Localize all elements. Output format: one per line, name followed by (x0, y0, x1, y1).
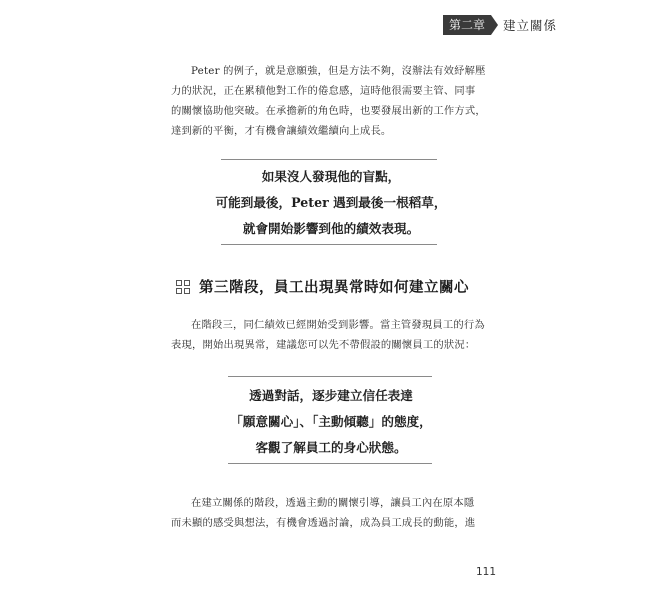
paragraph-line: Peter 的例子，就是意願強，但是方法不夠，沒辦法有效紓解壓 (191, 65, 486, 77)
paragraph-line: 力的狀況，正在累積他對工作的倦怠感，這時他很需要主管、同事 (171, 85, 476, 97)
quote-line-text: 「願意關心」、「主動傾聽」的態度， (230, 414, 432, 429)
quote-line-text: 就會開始影響到他的績效表現。 (242, 221, 420, 236)
quote-line-text: 客觀了解員工的身心狀態。 (255, 440, 407, 455)
paragraph-line: 表現，開始出現異常，建議您可以先不帶假設的關懷員工的狀況： (171, 339, 476, 351)
section-title: 第三階段，員工出現異常時如何建立關心 (199, 280, 469, 296)
paragraph-line: 達到新的平衡，才有機會讓績效繼續向上成長。 (171, 125, 392, 137)
pull-quote-1 (171, 164, 491, 242)
body-paragraph-2 (171, 315, 491, 355)
quote-divider-top (221, 159, 437, 160)
chapter-header (443, 15, 557, 35)
quote-line-text: 透過對話，逐步建立信任表達 (249, 388, 413, 403)
quote-line-text: 如果沒人發現他的盲點， (261, 169, 401, 184)
pull-quote-2 (171, 383, 491, 461)
paragraph-line: 在階段三，同仁績效已經開始受到影響。當主管發現員工的行為 (191, 319, 485, 331)
section-heading (176, 276, 469, 297)
chapter-badge: 第二章 (443, 15, 491, 35)
quote-divider-top (228, 376, 432, 377)
paragraph-line: 在建立關係的階段，透過主動的關懷引導，讓員工內在原本隱 (191, 497, 475, 509)
body-paragraph-1 (171, 61, 491, 141)
quote-divider-bottom (221, 244, 437, 245)
quote-line-text: 可能到最後，Peter 遇到最後一根稻草， (215, 195, 447, 210)
page-number: 111 (476, 566, 497, 578)
body-paragraph-3 (171, 493, 491, 533)
paragraph-line: 而未顯的感受與想法，有機會透過討論，成為員工成長的動能，進 (171, 517, 476, 529)
chapter-title: 建立關係 (503, 18, 558, 33)
paragraph-line: 的關懷協助他突破。在承擔新的角色時，也要發展出新的工作方式， (171, 105, 486, 117)
quote-divider-bottom (228, 463, 432, 464)
grid-icon (176, 280, 190, 294)
